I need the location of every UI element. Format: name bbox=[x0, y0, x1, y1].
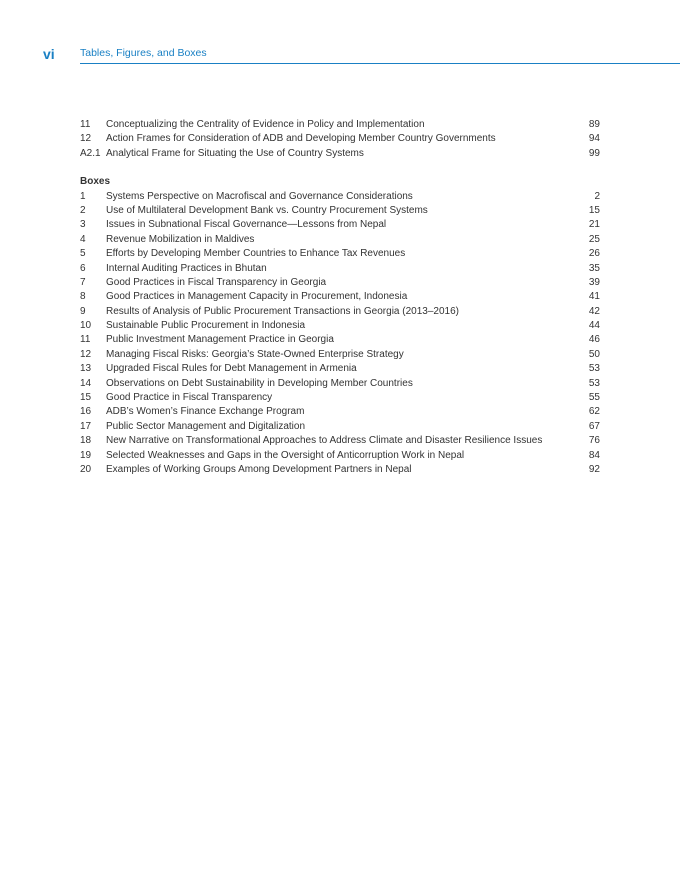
entry-page: 2 bbox=[594, 190, 600, 202]
box-entry[interactable] bbox=[80, 190, 600, 204]
box-entry[interactable] bbox=[80, 377, 600, 391]
entry-number: 5 bbox=[80, 248, 86, 260]
box-entry[interactable] bbox=[80, 233, 600, 247]
entry-number: 2 bbox=[80, 204, 86, 216]
entry-title: Conceptualizing the Centrality of Evidence in Policy and Implementation bbox=[106, 119, 425, 130]
entry-title: Action Frames for Consideration of ADB and Developing Member Country Governments bbox=[106, 133, 496, 145]
entry-title: New Narrative on Transformational Approaches to Address Climate and Disaster Resilience Issues bbox=[106, 435, 543, 447]
entry-page: 50 bbox=[588, 348, 600, 360]
page-number: vi bbox=[43, 46, 55, 62]
entry-number: 14 bbox=[80, 377, 92, 389]
entry-title: Use of Multilateral Development Bank vs. Country Procurement Systems bbox=[106, 204, 428, 216]
page-header bbox=[0, 0, 680, 64]
boxes-list bbox=[80, 190, 600, 478]
entry-page: 84 bbox=[588, 449, 600, 461]
box-entry[interactable] bbox=[80, 290, 600, 304]
entry-title: Analytical Frame for Situating the Use of Country Systems bbox=[106, 147, 364, 159]
entry-number: 3 bbox=[80, 219, 86, 231]
entry-number: A2.1 bbox=[80, 147, 101, 159]
entry-page: 53 bbox=[588, 377, 600, 389]
entry-number: 16 bbox=[80, 406, 92, 418]
boxes-heading: Boxes bbox=[80, 176, 111, 188]
box-entry[interactable] bbox=[80, 391, 600, 405]
entry-page: 21 bbox=[588, 219, 600, 231]
box-entry[interactable] bbox=[80, 420, 600, 434]
entry-title: ADB’s Women’s Finance Exchange Program bbox=[106, 406, 305, 418]
running-header-title: Tables, Figures, and Boxes bbox=[80, 47, 207, 59]
toc-list bbox=[80, 118, 600, 477]
entry-number: 12 bbox=[80, 348, 92, 360]
entry-page: 15 bbox=[588, 204, 600, 216]
entry-number: 18 bbox=[80, 435, 92, 447]
box-entry[interactable] bbox=[80, 262, 600, 276]
figure-entry[interactable] bbox=[80, 147, 600, 161]
entry-number: 1 bbox=[80, 190, 86, 202]
entry-title: Results of Analysis of Public Procurement Transactions in Georgia (2013–2016) bbox=[106, 305, 459, 317]
entry-page: 42 bbox=[588, 305, 600, 317]
box-entry[interactable] bbox=[80, 247, 600, 261]
entry-title: Good Practice in Fiscal Transparency bbox=[106, 392, 273, 404]
entry-page: 89 bbox=[588, 119, 600, 130]
entry-title: Good Practices in Management Capacity in Procurement, Indonesia bbox=[106, 291, 408, 303]
entry-title: Examples of Working Groups Among Development Partners in Nepal bbox=[106, 463, 412, 475]
entry-number: 13 bbox=[80, 363, 92, 375]
entry-number: 20 bbox=[80, 463, 92, 475]
entry-number: 12 bbox=[80, 133, 92, 145]
entry-page: 25 bbox=[588, 233, 600, 245]
entry-title: Good Practices in Fiscal Transparency in Georgia bbox=[106, 276, 327, 288]
figures-list bbox=[80, 118, 600, 161]
entry-title: Selected Weaknesses and Gaps in the Oversight of Anticorruption Work in Nepal bbox=[106, 449, 465, 461]
box-entry[interactable] bbox=[80, 319, 600, 333]
box-entry[interactable] bbox=[80, 362, 600, 376]
header-divider bbox=[80, 63, 680, 64]
box-entry[interactable] bbox=[80, 333, 600, 347]
entry-title: Public Sector Management and Digitalization bbox=[106, 420, 305, 432]
entry-number: 17 bbox=[80, 420, 92, 432]
entry-page: 53 bbox=[588, 363, 600, 375]
box-entry[interactable] bbox=[80, 305, 600, 319]
entry-number: 6 bbox=[80, 262, 86, 274]
entry-title: Observations on Debt Sustainability in Developing Member Countries bbox=[106, 377, 413, 389]
entry-page: 35 bbox=[588, 262, 600, 274]
entry-title: Sustainable Public Procurement in Indonesia bbox=[106, 320, 306, 332]
entry-title: Efforts by Developing Member Countries to Enhance Tax Revenues bbox=[106, 248, 406, 260]
box-entry[interactable] bbox=[80, 218, 600, 232]
box-entry[interactable] bbox=[80, 348, 600, 362]
entry-number: 7 bbox=[80, 276, 86, 288]
entry-page: 62 bbox=[588, 406, 600, 418]
entry-number: 10 bbox=[80, 320, 92, 332]
box-entry[interactable] bbox=[80, 405, 600, 419]
entry-page: 92 bbox=[588, 463, 600, 475]
box-entry[interactable] bbox=[80, 463, 600, 477]
entry-number: 11 bbox=[80, 119, 91, 130]
entry-number: 8 bbox=[80, 291, 86, 303]
box-entry[interactable] bbox=[80, 449, 600, 463]
box-entry[interactable] bbox=[80, 434, 600, 448]
box-entry[interactable] bbox=[80, 204, 600, 218]
entry-page: 76 bbox=[588, 435, 600, 447]
entry-title: Issues in Subnational Fiscal Governance—Lessons from Nepal bbox=[106, 219, 387, 231]
figure-entry[interactable] bbox=[80, 118, 600, 132]
entry-page: 44 bbox=[588, 320, 600, 332]
entry-page: 26 bbox=[588, 248, 600, 260]
entry-title: Upgraded Fiscal Rules for Debt Management in Armenia bbox=[106, 363, 357, 375]
entry-page: 67 bbox=[588, 420, 600, 432]
entry-page: 99 bbox=[588, 147, 600, 159]
figure-entry[interactable] bbox=[80, 132, 600, 146]
entry-number: 4 bbox=[80, 233, 86, 245]
entry-title: Revenue Mobilization in Maldives bbox=[106, 233, 255, 245]
entry-title: Systems Perspective on Macrofiscal and Governance Considerations bbox=[106, 190, 413, 202]
entry-number: 19 bbox=[80, 449, 92, 461]
entry-number: 15 bbox=[80, 392, 92, 404]
entry-title: Internal Auditing Practices in Bhutan bbox=[106, 262, 267, 274]
box-entry[interactable] bbox=[80, 276, 600, 290]
entry-page: 46 bbox=[588, 334, 600, 346]
entry-page: 41 bbox=[588, 291, 600, 303]
entry-page: 55 bbox=[588, 392, 600, 404]
entry-page: 94 bbox=[588, 133, 600, 145]
entry-number: 11 bbox=[80, 334, 91, 346]
entry-number: 9 bbox=[80, 305, 86, 317]
entry-page: 39 bbox=[588, 276, 600, 288]
entry-title: Public Investment Management Practice in Georgia bbox=[106, 334, 334, 346]
entry-title: Managing Fiscal Risks: Georgia’s State-Owned Enterprise Strategy bbox=[106, 348, 404, 360]
